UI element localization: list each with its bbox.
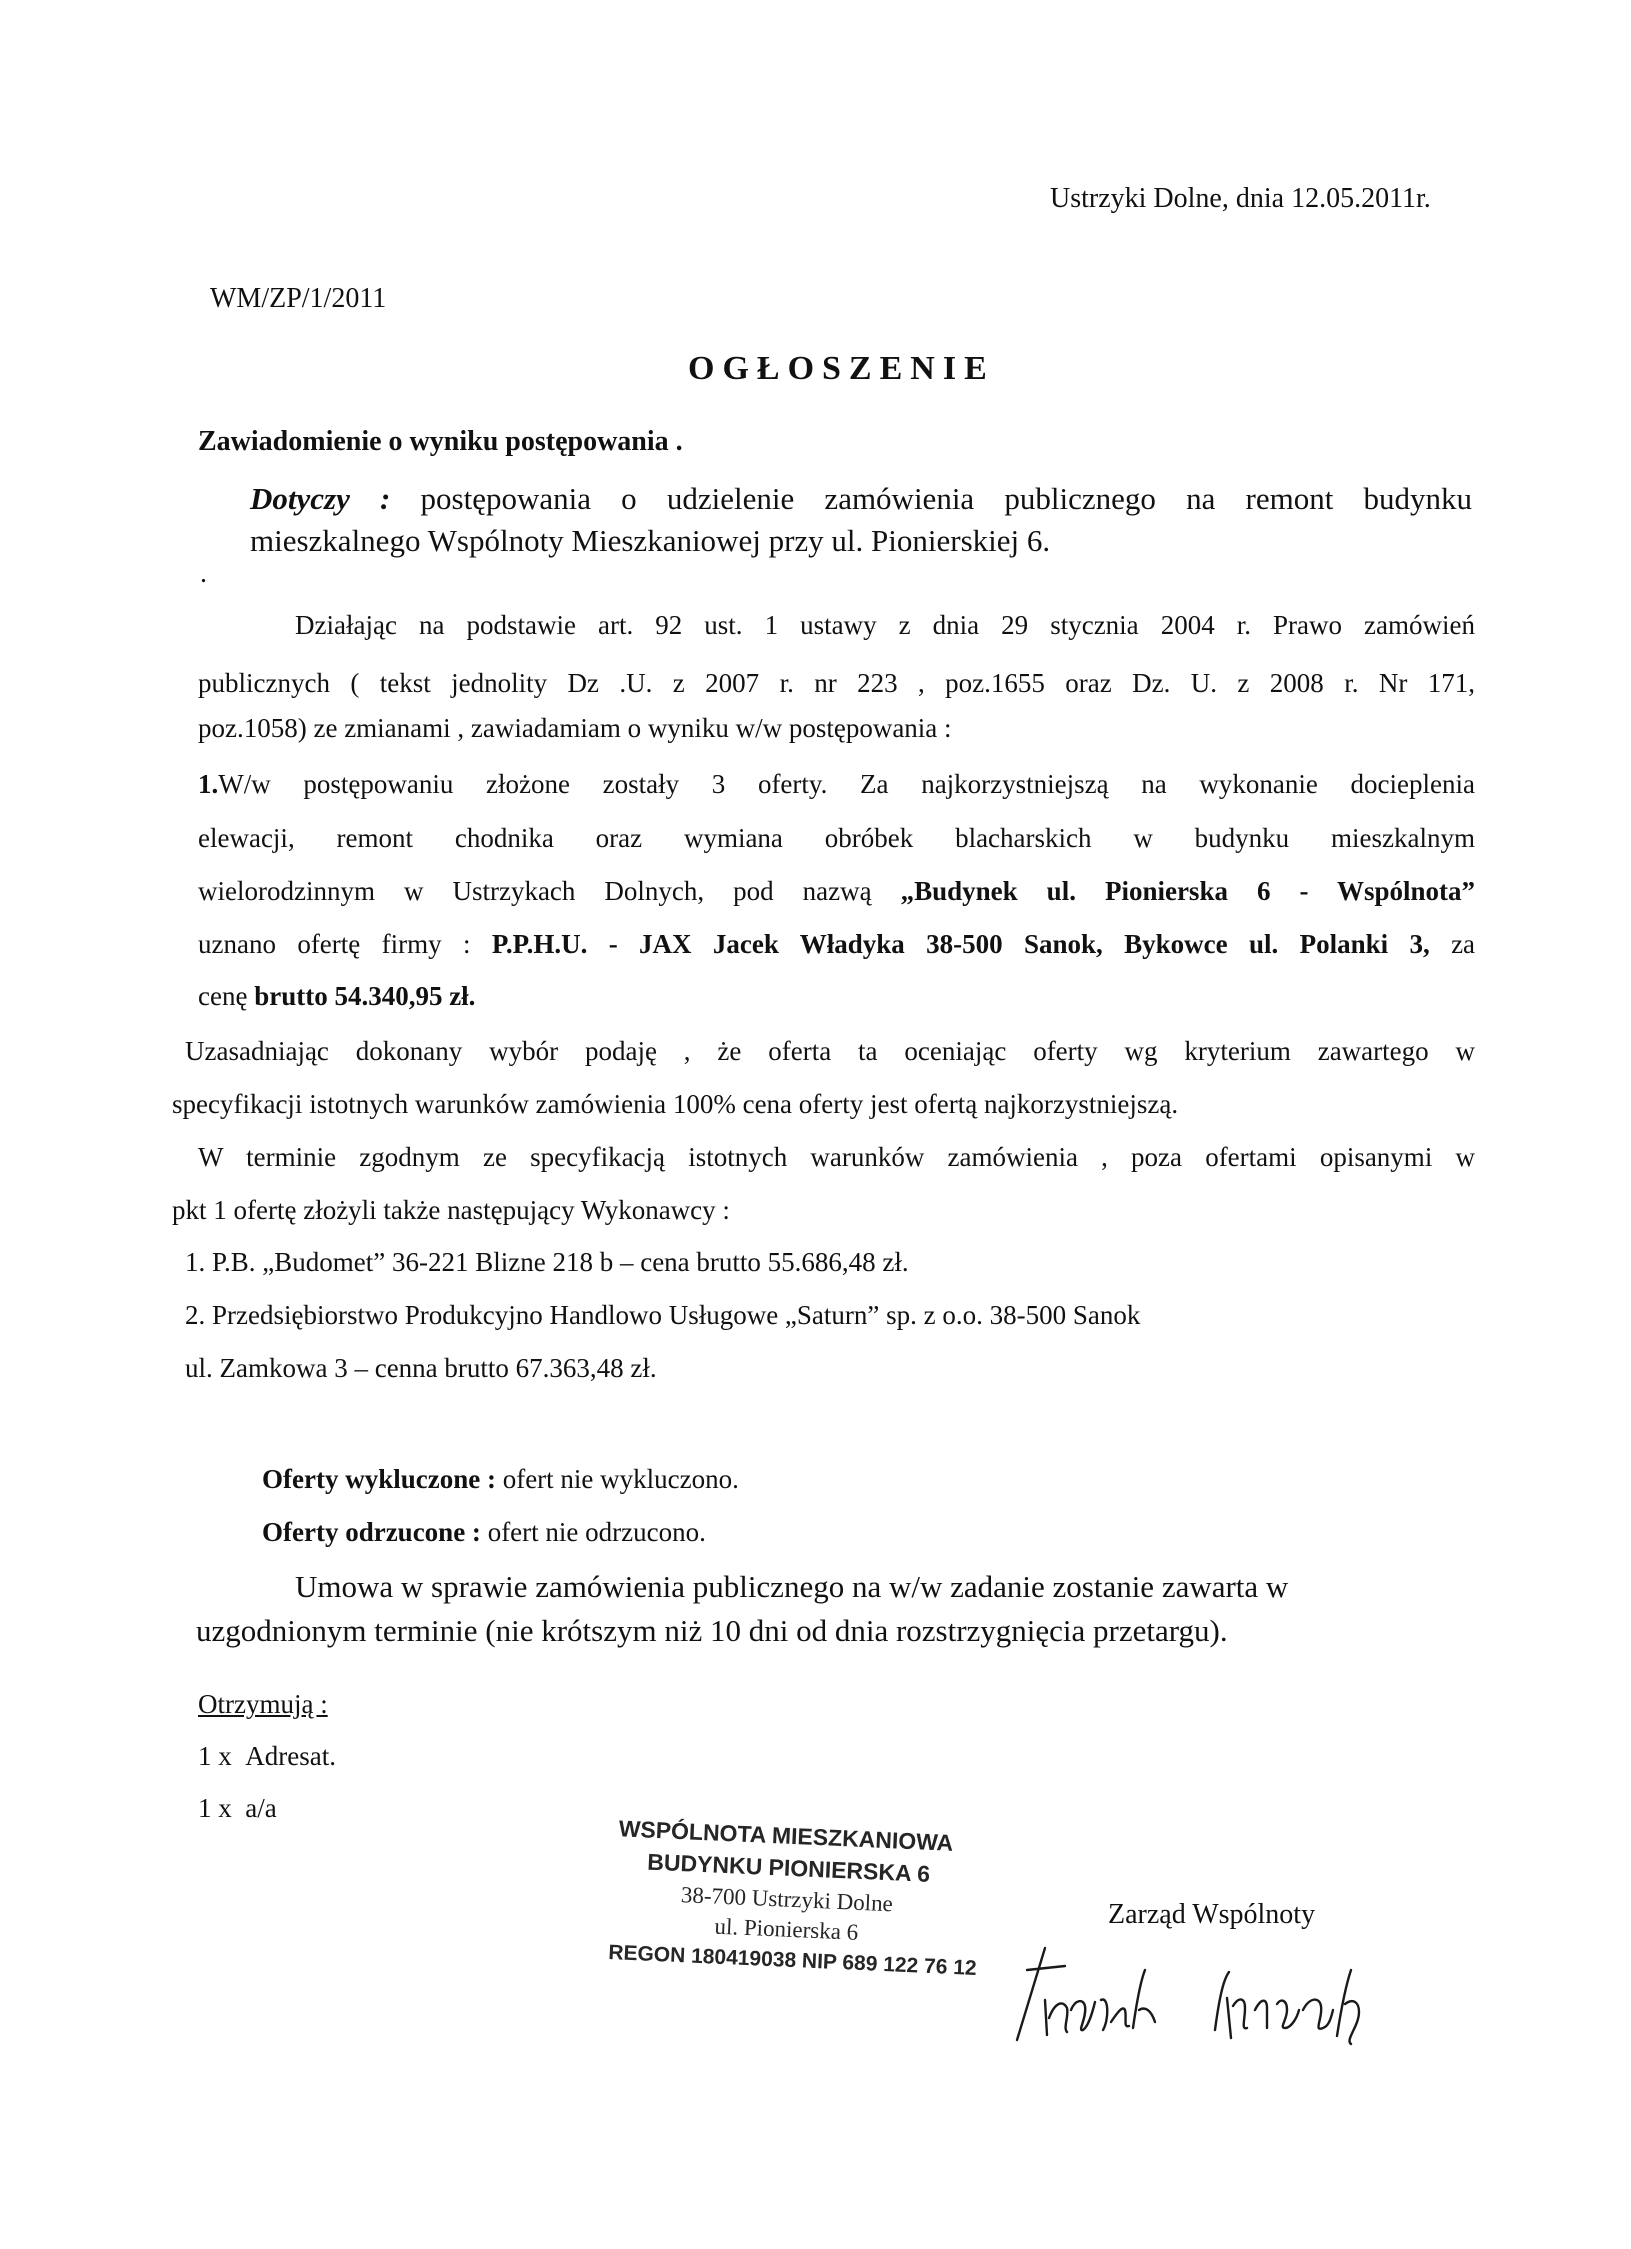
recipient-name: Adresat. xyxy=(245,1741,336,1771)
board-label: Zarząd Wspólnoty xyxy=(1108,1899,1316,1930)
excluded-value: ofert nie wykluczono. xyxy=(502,1464,739,1494)
handwritten-signature xyxy=(1005,1940,1435,2050)
stamp-city: 38-700 Ustrzyki Dolne xyxy=(680,1882,894,1917)
organization-stamp xyxy=(606,1815,1034,2033)
recipients-heading: Otrzymują : xyxy=(198,1689,328,1719)
winning-price: brutto 54.340,95 zł. xyxy=(254,981,476,1011)
recipient-name: a/a xyxy=(245,1793,277,1823)
dotyczy-label: Dotyczy : xyxy=(250,481,391,516)
point-1-text-tail: za xyxy=(1451,929,1476,959)
point-1-line-3 xyxy=(198,875,1475,907)
dotyczy-line-1 xyxy=(250,480,1472,517)
winning-company: P.P.H.U. - JAX Jacek Władyka 38-500 Sanok, Bykowce ul. Polanki 3, xyxy=(491,929,1430,959)
stamp-regon-nip: REGON 180419038 NIP 689 122 76 12 xyxy=(607,1940,978,1981)
dotyczy-line-2: mieszkalnego Wspólnoty Mieszkaniowej przy ul. Pionierskiej 6. xyxy=(250,523,1051,558)
recipient-item xyxy=(198,1740,336,1772)
point-1-text-e: cenę xyxy=(198,981,248,1011)
place-date: Ustrzyki Dolne, dnia 12.05.2011r. xyxy=(1050,183,1431,214)
signature-svg xyxy=(1005,1940,1435,2050)
point-1-line-5 xyxy=(198,980,475,1012)
recipient-item xyxy=(198,1792,277,1824)
bullet-dot: . xyxy=(200,558,207,589)
legal-basis-line-2: publicznych ( tekst jednolity Dz .U. z 2007 r. nr 223 , poz.1655 oraz Dz. U. z 2008 r. Nr 171, xyxy=(198,668,1475,698)
rejected-value: ofert nie odrzucono. xyxy=(487,1517,706,1547)
dotyczy-text: postępowania o udzielenie zamówienia publicznego na remont budynku xyxy=(420,481,1472,516)
other-offers-line-2: pkt 1 ofertę złożyli także następujący Wykonawcy : xyxy=(172,1195,730,1225)
offer-1: 1. P.B. „Budomet” 36-221 Blizne 218 b – cena brutto 55.686,48 zł. xyxy=(185,1247,909,1277)
stamp-building: BUDYNKU PIONIERSKA 6 xyxy=(646,1848,931,1887)
project-name: „Budynek ul. Pionierska 6 - Wspólnota” xyxy=(900,876,1475,906)
justification-line-1: Uzasadniając dokonany wybór podaję , że oferta ta oceniając oferty wg kryterium zawartego w xyxy=(185,1036,1475,1066)
point-1-text-a: W/w postępowaniu złożone zostały 3 oferty. Za najkorzystniejszą na wykonanie docieplenia xyxy=(218,769,1475,799)
point-1-line-1 xyxy=(198,768,1475,800)
point-1-number: 1. xyxy=(198,769,219,799)
offer-2-line-1: 2. Przedsiębiorstwo Produkcyjno Handlowo Usługowe „Saturn” sp. z o.o. 38-500 Sanok xyxy=(185,1300,1141,1330)
rejected-label: Oferty odrzucone : xyxy=(262,1517,481,1547)
notice-heading: Zawiadomienie o wyniku postępowania . xyxy=(198,426,683,457)
other-offers-line-1: W terminie zgodnym ze specyfikacją istotnych warunków zamówienia , poza ofertami opisanymi w xyxy=(198,1142,1475,1172)
stamp-street: ul. Pionierska 6 xyxy=(714,1913,859,1945)
legal-basis-line-1: Działając na podstawie art. 92 ust. 1 ustawy z dnia 29 stycznia 2004 r. Prawo zamówień xyxy=(295,610,1475,640)
point-1-text-c: wielorodzinnym w Ustrzykach Dolnych, pod nazwą xyxy=(198,876,872,906)
excluded-label: Oferty wykluczone : xyxy=(262,1464,496,1494)
point-1-line-2: elewacji, remont chodnika oraz wymiana obróbek blacharskich w budynku mieszkalnym xyxy=(198,823,1475,853)
point-1-line-4 xyxy=(198,928,1475,960)
excluded-offers xyxy=(262,1463,739,1495)
contract-line-1: Umowa w sprawie zamówienia publicznego na w/w zadanie zostanie zawarta w xyxy=(295,1569,1289,1604)
offer-2-line-2: ul. Zamkowa 3 – cenna brutto 67.363,48 zł. xyxy=(185,1353,657,1383)
stamp-org-name: WSPÓLNOTA MIESZKANIOWA xyxy=(618,1815,954,1856)
recipient-qty: 1 x xyxy=(198,1741,232,1771)
contract-line-2: uzgodnionym terminie (nie krótszym niż 10 dni od dnia rozstrzygnięcia przetargu). xyxy=(196,1613,1228,1648)
rejected-offers xyxy=(262,1516,706,1548)
recipient-qty: 1 x xyxy=(198,1793,232,1823)
point-1-text-d: uznano ofertę firmy : xyxy=(198,929,471,959)
justification-line-2: specyfikacji istotnych warunków zamówienia 100% cena oferty jest ofertą najkorzystniejszą. xyxy=(172,1089,1179,1119)
legal-basis-line-3: poz.1058) ze zmianami , zawiadamiam o wyniku w/w postępowania : xyxy=(198,713,952,743)
document-title: OGŁOSZENIE xyxy=(688,350,995,387)
reference-number: WM/ZP/1/2011 xyxy=(210,283,387,314)
